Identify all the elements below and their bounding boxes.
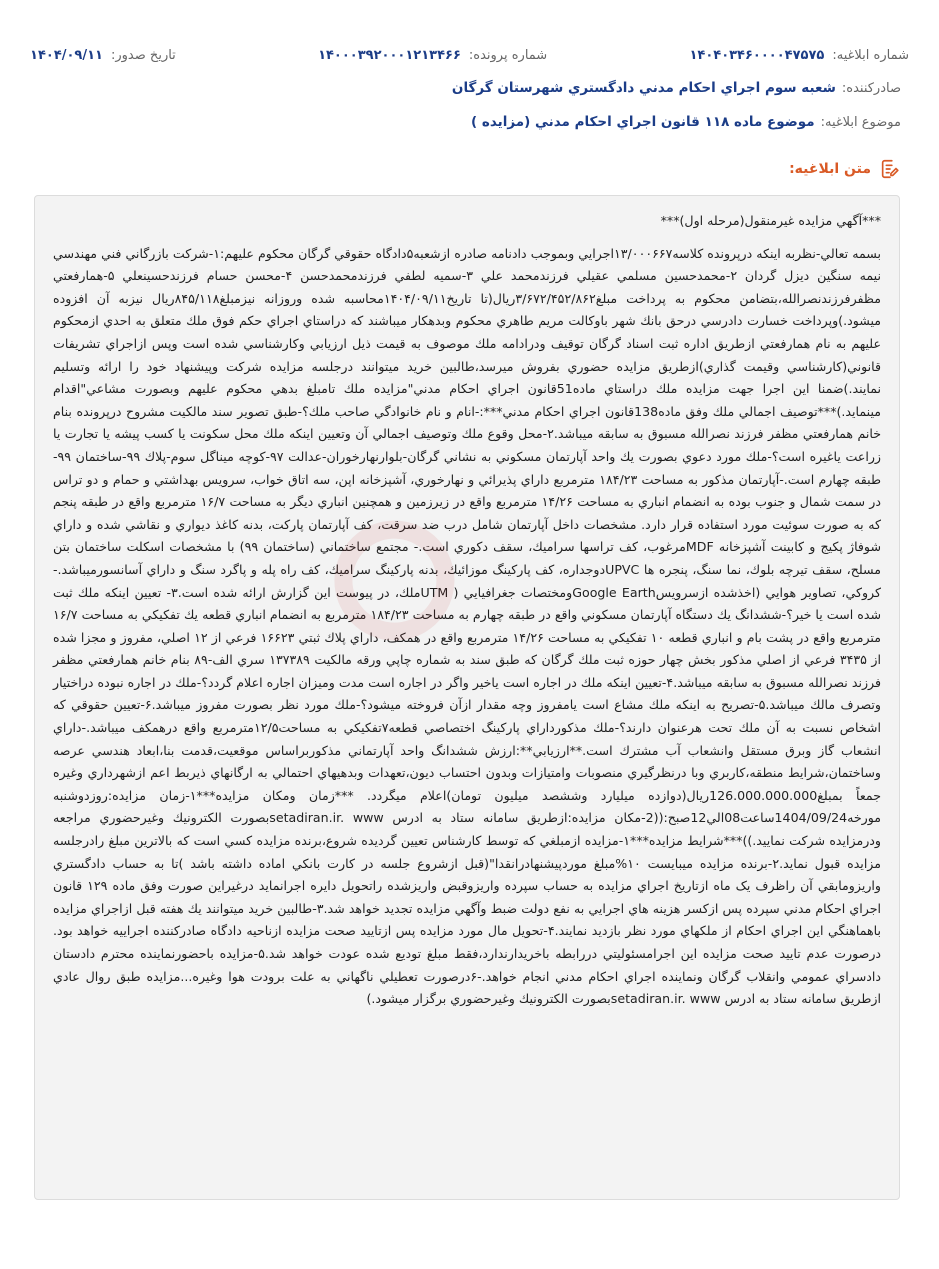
notice-number-label: شماره ابلاغیه: <box>832 47 909 63</box>
case-number-value: ۱۴۰۰۰۳۹۲۰۰۰۱۲۱۳۴۶۶ <box>318 47 461 63</box>
case-number <box>318 48 547 63</box>
issue-date-label: تاریخ صدور: <box>111 47 176 63</box>
notice-paragraph: بسمه تعالي-نظربه اينكه درپرونده كلاسه۱۳/۰۰۰۶۶۷اجرايي وبموجب دادنامه صادره ازشعبه۵دادگاه حقوقي گرگان محكوم عليهم:۱-شركت بازرگاني فني مهندسي نيمه سنگين ديزل گردان ۲-محمدحسين مسلمي عقيلي فرزندمحمد علي ۳-سميه لطفي فرزندمحمدحسن ۴-محسن حسام فرزندحسينعلي ۵-همارفعتي مظفرفرزندنصرالله،بتضامن محكوم به پرداخت مبلغ۳/۶۷۲/۴۵۲/۸۶۲ريال(تا تاريخ۱۴۰۴/۰۹/۱۱محاسبه شده وروزانه نيزمبلغ۸۴۵/۱۱۸ريال نيزبه آن افزوده ميشود.)وپرداخت خسارت دادرسي درحق بانك شهر باوكالت مريم طاهري محكوم وبدهكار ميباشند كه دراستاي اجراي حكم فوق ملك متعلق به احدي ازمحكوم عليهم به نام همارفعتي ازطريق اداره ثبت اسناد گرگان توقيف ودرادامه ملك موصوف به قيمت ذيل ارزيابي وكارشناسي شده است وپس ازاجراي تشريفات قانوني(كارشناسي وقيمت گذاري)ازطريق مزايده حضوري بفروش ميرسد،طالبين خريد ميتوانند درجلسه مزايده شركت وپيشنهاد خود را ارائه وتسليم نمايند.)ضمنا اين اجرا جهت مزايده ملك دراستاي ماده51قانون اجراي احكام مدني"مزايده ملك تامبلغ بدهي محكوم عليهم وبصورت مشاعي"اقدام مينمايد.)***توصيف اجمالي ملك وفق ماده138قانون اجراي احكام مدني***:-انام و نام خانوادگي صاحب ملك؟-طبق تصوير سند مالكيت مشروح درپرونده بنام خانم همارفعتي مظفر فرزند نصرالله مسبوق به سابقه ميباشد.۲-محل وقوع ملك وتوصيف اجمالي آن وتعيين اينكه ملك محل سكونت يا كسب پيشه يا تجارت يا زراعت ياغيره است؟-ملك مورد دعوي بصورت يك واحد آپارتمان مسكوني به نشاني گرگان-بلوارنهارخوران-عدالت ۹۷-كوچه ميناگل سوم-پلاك ۹۹-ساختمان ۹۹-طبقه چهارم است.-آپارتمان مذكور به مساحت ۱۸۴/۲۳ مترمربع داراي پذيرائي و نهارخوري، آشپزخانه اپن، سه اتاق خواب، سرويس بهداشتي و حمام و دو تراس در سمت شمال و جنوب بوده به انضمام انباري به مساحت ۱۴/۲۶ مترمربع واقع در زيرزمين و همچنين انباري ديگر به مساحت ۱۶/۷ مترمربع واقع در طبقه پنجم كه به صورت سوئيت مورد استفاده قرار دارد. مشخصات داخل آپارتمان شامل درب ضد سرقت، كف آپارتمان پاركت، بدنه كاغذ ديواري و نقاشي شده و داراي شوفاژ پكيج و كابينت آشپزخانه MDFمرغوب، كف تراسها سراميك، سقف دكوري است.- مجتمع ساختماني (ساختمان ۹۹) با مشخصات اسكلت ساختمان بتن مسلح، سقف تيرچه بلوك، نما سنگ، پنجره ها UPVCدوجداره، كف پاركينگ موزائيك، بدنه پاركينگ سراميك، كف راه پله و پاگرد سنگ و داراي آسانسورميباشد.-كروكي، تصاوير هوايي (اخذشده ازسرويسGoogle Earthومختصات جغرافيايي ( UTMملك، در پيوست اين گزارش ارائه شده است.۳- تعيين اينكه ملك ثبت شده است يا خير؟-ششدانگ يك دستگاه آپارتمان مسكوني واقع در طبقه چهارم به مساحت ۱۸۴/۲۳ مترمربع به انضمام انباري قطعه يك تفكيكي به مساحت ۱۶/۷ مترمربع واقع در پشت بام و انباري قطعه ۱۰ تفكيكي به مساحت ۱۴/۲۶ مترمربع واقع در همكف، داراي پلاك ثبتي ۱۶۶۲۳ فرعي از ۱۲ اصلي، مفروز و مجزا شده از ۳۴۳۵ فرعي از اصلي مذكور بخش چهار حوزه ثبت ملك گرگان كه طبق سند به شماره چاپي ورقه مالكيت ۱۳۷۳۸۹ سري الف-۸۹ بنام خانم همارفعتي مظفر فرزند نصرالله مسبوق به سابقه ميباشد.۴-تعيين اينكه ملك در اجاره است ياخير واگر در اجاره است مدت وميزان اجاره اعلام گردد؟-ملك در اجاره نبوده دراختيار وتصرف مالك ميباشد.۵-تصريح به اينكه ملك مشاع است يامفروز وچه مقدار ازآن فروخته ميشود؟-ملك مورد نظر بصورت مفروز ميباشد.۶-تعيين حقوقي كه اشخاص نسبت به آن ملك تحت هرعنوان دارند؟-ملك مذكورداراي پاركينگ اختصاصي قطعه۷تفكيكي به مساحت۱۲/۵مترمربع واقع درهمكف ميباشد.-داراي انشعاب گاز وبرق مستقل وانشعاب آب مشترك است.**ارزيابي**:ارزش ششدانگ واحد آپارتماني مذكوربراساس موقعيت،قدمت بنا،ابعاد هندسي عرصه وساختمان،شرايط منطقه،كاربري وبا درنظرگيري منصوبات وامتيازات وبدون احتساب ديون،تعهدات وبدهيهاي احتمالي به ارگانهاي ذيربط اعم ازشهرداري وغيره جمعاً بمبلغ126.000.000.000ريال(دوازده ميليارد وششصد ميليون تومان)اعلام ميگردد. ***زمان ومكان مزايده***۱-زمان مزايده:روزدوشنبه مورخه1404/09/24ساعت08الي12صبح:((2-مكان مزايده:ازطريق سامانه ستاد به ادرس setadiran.ir. wwwبصورت الكترونيك وغيرحضوري مراجعه ودرمزايده شركت نماييد.))***شرايط مزايده***۱-مزايده ازمبلغي كه توسط كارشناس تعيين گرديده شروع،برنده مزايده كسي است كه بالاترين مبلغ رادرجلسه مزايده قبول نمايد.۲-برنده مزايده ميبايست ۱۰%مبلغ موردپيشنهادرانقدا"(قبل ازشروع جلسه در كارت بانكي اماده داشته باشد )تا به حساب دادگستري واريزومابقي آن راظرف يک ماه ازتاريخ اجراي مزايده به حساب سپرده واريزوقبض واريزشده راتحويل دايره اجرانمايد درغيراين صورت وفق ماده ۱۲۹ قانون اجراي احكام مدني سپرده پس ازكسر هزينه هاي اجرايي به نفع دولت ضبط وآگهي مزايده تجديد خواهد شد.۳-طالبين خريد ميتوانند يك هفته قبل ازاجراي مزايده باهماهنگي اين اجراي احكام از ملكهاي مورد نظر بازديد نمايند.۴-تحويل مال مورد مزايده پس ازتاييد صحت مزايده ازناحيه دادگاه صادركننده اجراييه خواهد بود. درصورت عدم تاييد صحت مزايده اين اجرامسئوليتي دررابطه باخريدارندارد،فقط مبلغ توديع شده عودت خواهد شد.۵-مزايده باحضورنماينده محترم دادستان دادسراي عمومي وانقلاب گرگان ونماينده اجراي احكام مدني انجام خواهد.-۶درصورت تعطيلي ناگهاني به علت برودت هوا وغيره...مزايده طبق روال عادي ازطريق سامانه ستاد به ادرس setadiran.ir. wwwبصورت الكترونيك وغيرحضوري برگزار ميشود.) <box>53 245 882 1007</box>
section-title-text: متن ابلاغیه: <box>789 161 871 177</box>
section-title <box>789 158 901 180</box>
auction-title: ***آگهي مزايده غيرمنقول(مرحله اول)*** <box>660 213 881 228</box>
notice-number <box>689 48 909 63</box>
issuer-value: شعبه سوم اجراي احكام مدني دادگستري شهرستان گرگان <box>451 80 836 96</box>
issue-date-value: ۱۴۰۴/۰۹/۱۱ <box>30 47 103 63</box>
notice-body-box <box>34 195 900 1200</box>
subject-line <box>30 114 901 130</box>
subject-value: موضوع ماده ۱۱۸ قانون اجراي احكام مدني (مزايده ) <box>471 114 815 130</box>
issuer-label: صادرکننده: <box>841 80 901 96</box>
issue-date <box>30 48 176 63</box>
document-edit-icon <box>879 158 901 180</box>
subject-label: موضوع ابلاغیه: <box>820 114 901 130</box>
meta-row <box>30 38 909 72</box>
issuer-line <box>30 80 901 96</box>
notice-number-value: ۱۴۰۴۰۳۴۶۰۰۰۰۴۷۵۷۵ <box>689 47 825 63</box>
case-number-label: شماره پرونده: <box>468 47 548 63</box>
